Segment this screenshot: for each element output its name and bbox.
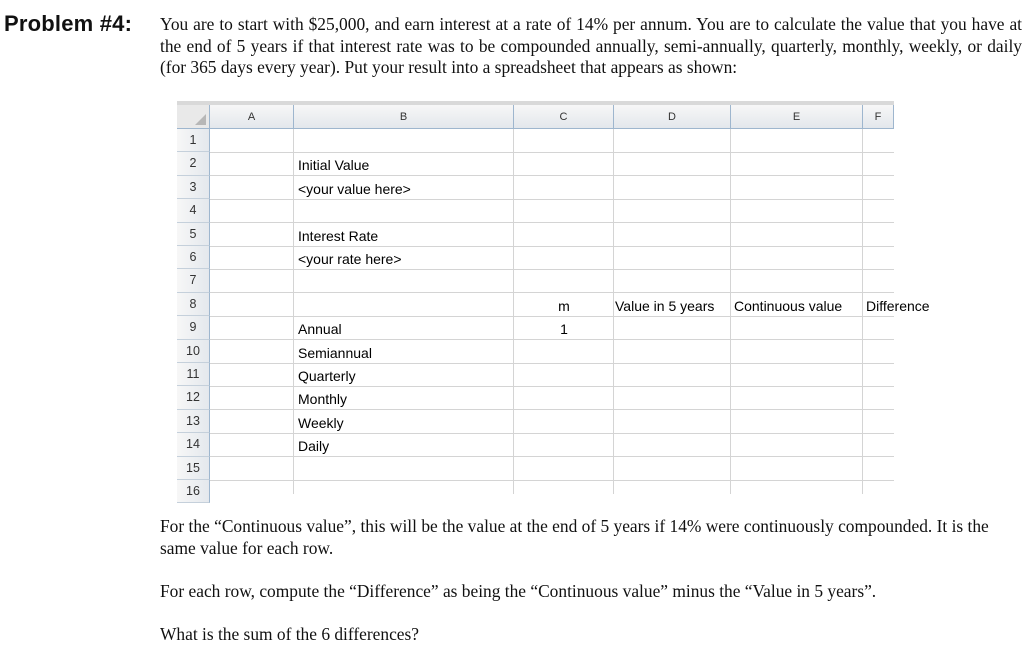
cell-d8-value-in-5-years-header: Value in 5 years [615, 297, 715, 314]
select-all-corner [177, 105, 210, 129]
grid-row-line [210, 480, 894, 481]
column-header-c: C [514, 105, 614, 129]
difference-note: For each row, compute the “Difference” as being the “Continuous value” minus the “Value in 5 years”. [160, 581, 877, 601]
row-header-8: 8 [177, 293, 210, 316]
cell-b5-interest-rate-label: Interest Rate [298, 227, 379, 244]
cell-b11-quarterly: Quarterly [298, 368, 356, 384]
cell-b2-initial-value-label: Initial Value [298, 157, 370, 174]
row-header-14: 14 [177, 433, 210, 456]
cell-f8-difference-header: Difference [866, 297, 930, 314]
cell-b13-weekly: Weekly [298, 414, 344, 431]
row-header-1: 1 [177, 129, 210, 152]
row-header-5: 5 [177, 223, 210, 246]
row-header-16: 16 [177, 480, 210, 503]
row-header-15: 15 [177, 457, 210, 480]
cell-c8-m-header: m [558, 297, 570, 314]
row-header-12: 12 [177, 386, 210, 409]
column-header-a: A [210, 105, 294, 129]
cell-b10-semiannual: Semiannual [298, 344, 372, 361]
row-header-13: 13 [177, 410, 210, 433]
row-header-3: 3 [177, 176, 210, 199]
cell-c9-m-value: 1 [560, 321, 568, 338]
continuous-value-note: For the “Continuous value”, this will be the value at the end of 5 years if 14% were continuously compounded. It is the same value for each row. [160, 516, 989, 558]
cell-b6-rate-placeholder: <your rate here> [298, 251, 402, 267]
cell-b12-monthly: Monthly [298, 391, 348, 408]
problem-statement: You are to start with $25,000, and earn interest at a rate of 14% per annum. You are to calculate the value that you have at the end of 5 years if that interest rate was to be compounded annually, semi-annually, quarterly, monthly, weekly, or daily (for 365 days every year). Put your result into a spreadsheet that appears as shown: [160, 14, 1022, 77]
column-header-d: D [614, 105, 731, 129]
cell-b14-daily: Daily [298, 438, 330, 455]
row-header-10: 10 [177, 340, 210, 363]
row-header-7: 7 [177, 269, 210, 292]
column-header-b: B [294, 105, 514, 129]
row-header-6: 6 [177, 246, 210, 269]
problem-label: Problem #4: [4, 11, 133, 36]
column-header-e: E [731, 105, 863, 129]
row-header-4: 4 [177, 199, 210, 222]
column-header-f: F [863, 105, 894, 129]
spreadsheet-image [177, 101, 930, 498]
cell-e8-continuous-value-header: Continuous value [734, 297, 843, 314]
cell-b9-annual: Annual [298, 321, 342, 338]
row-header-9: 9 [177, 316, 210, 339]
sum-question: What is the sum of the 6 differences? [160, 624, 419, 644]
row-header-2: 2 [177, 152, 210, 175]
row-header-11: 11 [177, 363, 210, 386]
cell-b3-value-placeholder: <your value here> [298, 180, 411, 197]
select-all-triangle-icon [195, 114, 206, 125]
